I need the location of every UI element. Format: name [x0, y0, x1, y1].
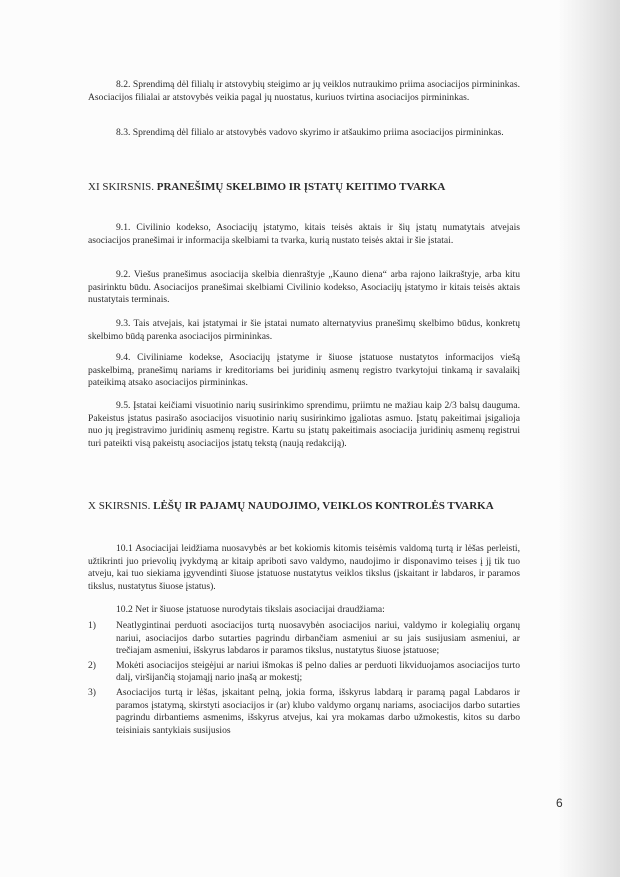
paragraph-8-3: 8.3. Sprendimą dėl filialo ar atstovybės vadovo skyrimo ir atšaukimo priima asociacijos pirmininkas.: [116, 127, 504, 138]
paragraph-9-4: 9.4. Civiliniame kodekse, Asociacijų įstatyme ir šiuose įstatuose nustatytos informacijos viešą paskelbimą, pranešimų nariams ir kreditoriams bei juridinių asmenų registro tvarkytojui tinkamą ir savalaikį pateikimą atsako asociacijos pirmininkas.: [88, 352, 520, 389]
list-item: [88, 620, 520, 658]
list-item-number: 2): [88, 659, 96, 671]
paragraph-10-2: 10.2 Net ir šiuose įstatuose nurodytais tikslais asociacijai draudžiama:: [116, 604, 385, 615]
prohibitions-list: [88, 620, 520, 739]
paragraph-9-2: 9.2. Viešus pranešimus asociacija skelbia dienraštyje „Kauno diena“ arba rajono laikraštyje, arba kitu pasirinktu būdu. Asociacijos pranešimai skelbiami Civilinio kodekso, Asociacijų įstatymo ir kitais teisės aktais nustatytais terminais.: [88, 269, 520, 306]
paragraph-9-3: 9.3. Tais atvejais, kai įstatymai ir šie įstatai numato alternatyvius pranešimų skelbimo būdus, konkretų skelbimo būdą parenka asociacijos pirmininkas.: [88, 318, 520, 342]
list-item: [88, 687, 520, 737]
paragraph-10-1: 10.1 Asociacijai leidžiama nuosavybės ar bet kokiomis kitomis teisėmis valdomą turtą ir lėšas perleisti, užtikrinti juo prievolių įvykdymą ar kitaip apriboti savo valdymo, naudojimo ir disponavimo teises į jį tik tuo atveju, kai tuo siekiama įgyvendinti šiuose įstatuose nustatytus veiklos tikslus (įskaitant ir labdaros, ir paramos tikslus, nustatytus šiuose įstatus).: [88, 543, 520, 592]
list-item-text: Neatlygintinai perduoti asociacijos turtą nuosavybėn asociacijos nariui, valdymo ir kolegialių organų nariui, asociacijos darbo sutarties pagrindu dirbančiam asmeniui ar su jais susijusiam asmeniui, ar trečiajam asmeniui, išskyrus labdaros ir paramos tikslus, nustatytus šiuose įstatuose;: [116, 620, 520, 657]
paragraph-8-2: 8.2. Sprendimą dėl filialų ir atstovybių steigimo ar jų veiklos nutraukimo priima asociacijos pirmininkas. Asociacijos filialai ar atstovybės veikia pagal jų nuostatus, kuriuos tvirtina asociacijos pirmininkas.: [88, 79, 520, 103]
scan-shadow-edge: [558, 0, 620, 877]
paragraph-9-5: 9.5. Įstatai keičiami visuotinio narių susirinkimo sprendimu, priimtu ne mažiau kaip 2/3 balsų dauguma. Pakeistus įstatus pasirašo asociacijos visuotinio narių susirinkimo įgaliotas asmuo. Įstatų pakeitimai įsigalioja nuo jų įregistravimo juridinių asmenų registre. Kartu su įstatų pakeitimais asociacija juridinių asmenų registrui turi pateikti visą pakeistų asociacijos įstatų tekstą (naują redakciją).: [88, 400, 520, 449]
section-x-heading: [88, 499, 494, 513]
list-item-text: Asociacijos turtą ir lėšas, įskaitant pelną, jokia forma, išskyrus labdarą ir paramą pagal Labdaros ir paramos įstatymą, skirstyti asociacijos ir (ar) klubo valdymo organų nariams, asociacijos darbo sutarties pagrindu dirbantiems asmenims, išskyrus atvejus, kai yra mokamas darbo užmokestis, kitos su darbo teisiniais santykiais susijusios: [116, 686, 520, 736]
section-xi-number: XI SKIRSNIS.: [88, 181, 155, 193]
paragraph-9-1: 9.1. Civilinio kodekso, Asociacijų įstatymo, kitais teisės aktais ir šių įstatų numatytais atvejais asociacijos pranešimai ir informacija skelbiami ta tvarka, kurią nustato teisės aktai ir šie įstatai.: [88, 222, 520, 246]
list-item-number: 3): [88, 686, 96, 698]
page-number: 6: [556, 796, 563, 810]
list-item: [88, 660, 520, 685]
section-xi-heading: [88, 180, 445, 194]
section-x-number: X SKIRSNIS.: [88, 500, 151, 512]
list-item-number: 1): [88, 620, 96, 631]
section-xi-title: PRANEŠIMŲ SKELBIMO IR ĮSTATŲ KEITIMO TVARKA: [156, 181, 446, 193]
section-x-title: LĖŠŲ IR PAJAMŲ NAUDOJIMO, VEIKLOS KONTROLĖS TVARKA: [153, 500, 494, 512]
list-item-text: Mokėti asociacijos steigėjui ar nariui išmokas iš pelno dalies ar perduoti likviduojamos asociacijos turto dalį, viršijančią stojamąjį nario įnašą ar mokestį;: [116, 659, 520, 684]
